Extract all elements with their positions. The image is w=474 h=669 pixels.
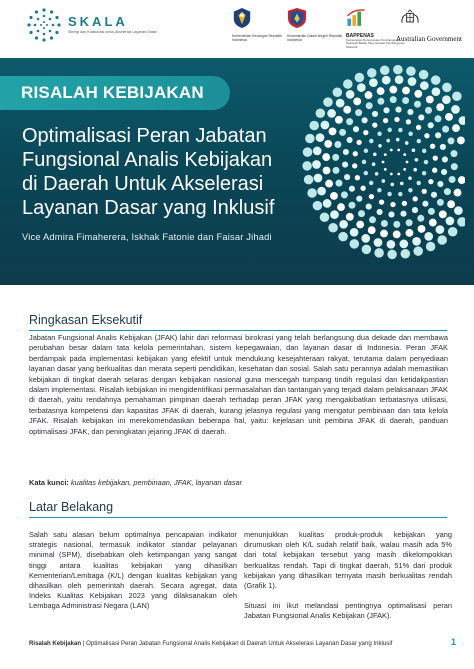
swirl-dot <box>390 149 393 152</box>
swirl-dot <box>317 187 326 196</box>
swirl-dot <box>408 176 412 180</box>
swirl-dot <box>350 239 360 249</box>
swirl-dot <box>369 78 378 87</box>
swirl-dot <box>437 235 447 245</box>
swirl-dot <box>413 246 423 256</box>
swirl-dot <box>451 150 458 157</box>
swirl-dot <box>430 144 435 149</box>
title-line: Fungsional Analis Kebijakan <box>22 149 273 171</box>
swirl-dot <box>344 174 350 180</box>
swirl-dot <box>424 133 429 138</box>
section-divider <box>29 330 447 331</box>
swirl-dot <box>382 161 385 164</box>
swirl-dot <box>405 229 413 237</box>
authors: Vice Admira Fimaherera, Iskhak Fatonie dan Faisar Jihadi <box>22 232 272 242</box>
swirl-dot <box>387 128 391 132</box>
swirl-dot <box>377 209 383 215</box>
swirl-dot <box>381 179 385 183</box>
swirl-dot <box>374 248 384 258</box>
swirl-dot <box>353 151 358 156</box>
keywords-list: kualitas kebijakan, pembinaan, JFAK, layanan dasar <box>70 478 243 487</box>
swirl-dot <box>362 117 368 123</box>
paragraph: menunjukkan kualitas produk-produk kebijakan yang dirumuskan oleh K/L sudah relatif baik, walau masih ada 5% dari total kebijakan tersebut yang masih dikelompokkan berkualitas rendah. Tapi di tingkat daerah, 51% dari produk kebijakan yang dihasilkan ternyata masih berkualitas rendah (Grafik 1). <box>244 530 452 591</box>
swirl-dot <box>383 118 388 123</box>
swirl-dot <box>393 230 401 238</box>
swirl-dot <box>302 161 312 171</box>
swirl-dot <box>400 211 406 217</box>
swirl-dot <box>321 121 330 130</box>
swirl-dot <box>336 99 345 108</box>
swirl-dot <box>380 230 388 238</box>
swirl-dot <box>393 221 400 228</box>
background-heading: Latar Belakang <box>29 500 114 514</box>
swirl-dot <box>390 96 397 103</box>
swirl-dot <box>327 109 336 118</box>
swirl-dot <box>439 210 447 218</box>
swirl-dot <box>397 149 400 152</box>
swirl-dot <box>390 202 395 207</box>
swirl-dot <box>431 192 437 198</box>
swirl-dot <box>449 176 456 183</box>
page-footer <box>29 640 459 647</box>
swirl-dot <box>429 219 437 227</box>
background-right-column <box>244 530 452 622</box>
swirl-dot <box>422 189 427 194</box>
swirl-dot <box>378 144 382 148</box>
swirl-dot <box>408 188 412 192</box>
paragraph: Situasi ini ikut melandasi pentingnya optimalisasi peran Jabatan Fungsional Analis Kebijakan (JFAK). <box>244 601 452 621</box>
swirl-dot <box>343 79 353 89</box>
swirl-dot <box>304 175 314 185</box>
swirl-dot <box>401 249 411 259</box>
swirl-dot <box>454 206 463 215</box>
footer-separator: | <box>81 640 87 647</box>
skala-name: SKALA <box>68 14 128 29</box>
swirl-dot <box>387 250 397 260</box>
swirl-dot <box>349 202 356 209</box>
bappenas-name: BAPPENAS <box>346 33 374 39</box>
swirl-dot <box>352 163 357 168</box>
swirl-dot <box>328 223 338 233</box>
swirl-dot <box>406 66 416 76</box>
swirl-dot <box>353 97 361 105</box>
swirl-dot <box>435 115 442 122</box>
swirl-dot <box>444 188 451 195</box>
swirl-dot <box>437 199 444 206</box>
swirl-dot <box>426 242 436 252</box>
keywords-label: Kata kunci: <box>29 478 69 487</box>
page-number: 1 <box>450 637 456 647</box>
swirl-dot <box>314 174 323 183</box>
kemenkeu-label: Kementerian Keuangan Republik Indonesia <box>232 34 282 42</box>
swirl-dot <box>400 182 404 186</box>
swirl-dot <box>381 220 388 227</box>
swirl-dot <box>459 116 465 125</box>
swirl-dot <box>320 212 330 222</box>
swirl-dot <box>457 136 465 144</box>
swirl-dot <box>324 140 332 148</box>
swirl-dot <box>355 109 362 116</box>
skala-logo <box>26 7 176 47</box>
swirl-dot <box>332 154 339 161</box>
swirl-dot <box>451 163 458 170</box>
swirl-dot <box>436 225 445 234</box>
swirl-dot <box>377 98 384 105</box>
swirl-dot <box>395 107 401 113</box>
swirl-dot <box>358 210 365 217</box>
kemendagri-emblem-icon <box>287 6 307 30</box>
keywords <box>29 478 448 487</box>
swirl-dot <box>323 97 333 107</box>
background-left-column <box>29 530 237 612</box>
swirl-dot <box>402 97 409 104</box>
swirl-dot <box>442 83 452 93</box>
swirl-dot <box>422 171 426 175</box>
swirl-dot <box>413 168 417 172</box>
swirl-dot <box>350 228 359 237</box>
swirl-dot <box>446 217 455 226</box>
swirl-dot <box>361 234 370 243</box>
swirl-dot <box>313 147 322 156</box>
swirl-dot <box>441 169 447 175</box>
swirl-dot <box>431 75 441 85</box>
swirl-dot <box>365 91 373 99</box>
swirl-dot <box>428 208 435 215</box>
swirl-dot <box>322 153 330 161</box>
swirl-dot <box>422 201 428 207</box>
swirl-dot <box>339 220 348 229</box>
swirl-dot <box>398 128 402 132</box>
swirl-dot <box>432 87 441 96</box>
swirl-dot <box>329 127 337 135</box>
swirl-dot <box>341 191 348 198</box>
swirl-dot <box>422 149 426 153</box>
swirl-dot <box>458 176 465 184</box>
swirl-dot <box>363 130 368 135</box>
swirl-dot <box>360 186 365 191</box>
swirl-dot <box>346 90 355 99</box>
swirl-dot <box>369 194 374 199</box>
swirl-dot <box>336 180 343 187</box>
swirl-dot <box>408 132 412 136</box>
swirl-dot <box>406 219 413 226</box>
swirl-dot <box>448 137 455 144</box>
swirl-dot <box>403 153 406 156</box>
swirl-dot <box>369 216 376 223</box>
paragraph: Salah satu alasan belum optimalnya pencapaian indikator strategis nasional, termasuk indikator standar pelayanan minimal (SPM), disebabkan oleh ketimpangan yang sangat tinggi antara kualitas kebijakan yang dihasilkan Kementerian/Lembaga (K/L) dengan kualitas kebijakan yang dihasilkan oleh pemerintah daerah. Secara agregat, data Indeks Kualitas Kebijakan 2023 yang dilaksanakan oleh Lembaga Administrasi Negara (LAN) <box>29 530 237 611</box>
swirl-dot <box>416 181 420 185</box>
swirl-dot <box>428 122 434 128</box>
swirl-dot <box>372 122 377 127</box>
swirl-dot <box>425 107 432 114</box>
australian-government-label: Australian Government <box>396 35 462 43</box>
swirl-dot <box>416 125 421 130</box>
swirl-dot <box>437 181 443 187</box>
australia-crest-icon <box>400 6 420 30</box>
swirl-dot <box>372 111 378 117</box>
swirl-dot <box>349 186 355 192</box>
swirl-dot <box>382 76 391 85</box>
swirl-dot <box>369 139 373 143</box>
title-line: Optimalisasi Peran Jabatan <box>22 125 267 147</box>
swirl-dot <box>303 147 313 157</box>
swirl-dot <box>338 232 348 242</box>
swirl-dot <box>447 200 455 208</box>
swirl-dot <box>440 144 446 150</box>
swirl-dot <box>428 179 433 184</box>
swirl-dot <box>316 108 326 118</box>
swirl-dot <box>305 134 315 144</box>
swirl-dot <box>417 139 421 143</box>
swirl-dot <box>316 133 325 142</box>
bappenas-emblem-icon <box>346 6 366 30</box>
swirl-dot <box>330 210 339 219</box>
swirl-dot <box>442 156 448 162</box>
swirl-dot <box>355 175 360 180</box>
swirl-dot <box>412 237 421 246</box>
swirl-dot <box>333 88 343 98</box>
swirl-dot <box>387 240 396 249</box>
swirl-dot <box>451 105 460 114</box>
swirl-dot <box>368 226 376 234</box>
swirl-dot <box>408 77 417 86</box>
swirl-dot <box>356 221 364 229</box>
swirl-dot <box>406 119 411 124</box>
swirl-dot <box>412 148 416 152</box>
swirl-dot <box>346 213 354 221</box>
swirl-dot <box>343 149 349 155</box>
swirl-dot <box>369 181 373 185</box>
swirl-dot <box>364 171 368 175</box>
swirl-dot <box>312 160 321 169</box>
skala-tagline: Sinergi dan Kolaborasi untuk Akselerasi Layanan Dasar <box>68 30 157 34</box>
dot-swirl-graphic <box>300 64 465 264</box>
swirl-dot <box>379 199 384 204</box>
swirl-dot <box>372 162 376 166</box>
swirl-dot <box>393 65 403 75</box>
swirl-dot <box>353 126 359 132</box>
executive-summary-text: Jabatan Fungsional Analis Kebijakan (JFAK) lahir dari reformasi birokrasi yang telah berlangsung dua dekade dan membawa perubahan besar dalam tata kelola pemerintahan, sistem kepegawaian, dan layanan dasar di Indonesia. Peran JFAK berdampak pada implementasi kebijakan yang efektif untuk mendukung kesejahteraan rakyat, terutama dalam penyediaan layanan dasar yang berkualitas dan merata seperti pendidikan, kesehatan dan sosial. Salah satu perannya adalah memastikan kebijakan di tingkat daerah selaras dengan kebijakan nasional guna mencegah tumpang tindih regulasi dan ketidakpastian dalam implementasi. Risalah kebijakan ini mengidentifikasi permasalahan dan tantangan yang terjadi dalam pelaksanaan JFAK di daerah, yaitu rendahnya pemahaman pimpinan daerah terhadap peran JFAK yang mengakibatkan terbatasnya utilisasi, terbatasnya kompetensi dan kapasitas JFAK di daerah, kurang jelasnya regulasi yang mengatur pembinaan dan tata kelola JFAK. Risalah kebijakan ini merekomendasikan beberapa hal, yaitu: kejelasan unit pembina JFAK di daerah, panduan optimalisasi JFAK, dan peningkatan jejaring JFAK di daerah. <box>29 333 448 436</box>
swirl-dot <box>384 168 387 171</box>
swirl-dot <box>454 189 462 197</box>
swirl-dot <box>442 126 449 133</box>
swirl-dot <box>343 106 351 114</box>
swirl-dot <box>347 137 353 143</box>
swirl-dot <box>387 192 391 196</box>
swirl-dot <box>313 201 323 211</box>
swirl-dot <box>420 81 429 90</box>
swirl-dot <box>390 173 393 176</box>
swirl-dot <box>323 167 331 175</box>
swirl-dot <box>357 83 366 92</box>
swirl-dot <box>366 204 372 210</box>
swirl-dot <box>435 132 441 138</box>
title-line: di Daerah Untuk Akselerasi <box>22 173 264 195</box>
swirl-dot <box>366 102 373 109</box>
swirl-dot <box>452 124 460 132</box>
swirl-dot <box>339 129 346 136</box>
swirl-dot <box>407 109 413 115</box>
swirl-dot <box>418 225 426 233</box>
swirl-dot <box>417 215 424 222</box>
document-title <box>22 124 322 220</box>
swirl-dot <box>406 161 409 164</box>
swirl-dot <box>405 141 409 145</box>
swirl-dot <box>356 196 362 202</box>
swirl-dot <box>333 167 340 174</box>
swirl-dot <box>457 217 465 227</box>
swirl-dot <box>419 70 429 80</box>
swirl-dot <box>386 139 390 143</box>
swirl-dot <box>362 160 366 164</box>
swirl-dot <box>337 203 345 211</box>
swirl-dot <box>346 118 353 125</box>
title-line: Layanan Dasar yang Inklusif <box>22 197 275 219</box>
swirl-dot <box>355 73 365 83</box>
hero-banner <box>0 58 474 285</box>
skala-dots-icon <box>26 7 62 43</box>
swirl-dot <box>375 172 379 176</box>
swirl-dot <box>380 65 390 75</box>
swirl-dot <box>395 75 404 84</box>
swirl-dot <box>383 107 389 113</box>
swirl-dot <box>323 199 332 208</box>
swirl-dot <box>445 113 453 121</box>
swirl-dot <box>448 227 458 237</box>
swirl-dot <box>398 192 402 196</box>
swirl-dot <box>374 238 383 247</box>
swirl-dot <box>364 149 368 153</box>
swirl-dot <box>413 196 418 201</box>
swirl-dot <box>388 211 394 217</box>
swirl-dot <box>424 232 433 241</box>
swirl-dot <box>394 117 399 122</box>
swirl-dot <box>335 116 343 124</box>
series-ribbon <box>0 76 230 110</box>
swirl-dot <box>307 188 317 198</box>
swirl-dot <box>442 95 451 104</box>
kemenkeu-emblem-icon <box>232 6 252 30</box>
executive-summary-heading: Ringkasan Eksekutif <box>29 313 143 327</box>
swirl-dot <box>412 207 418 213</box>
swirl-dot <box>373 152 377 156</box>
swirl-dot <box>330 192 338 200</box>
swirl-dot <box>402 87 410 95</box>
footer-series: Risalah Kebijakan <box>29 640 82 647</box>
swirl-dot <box>436 103 444 111</box>
swirl-dot <box>356 140 361 145</box>
swirl-dot <box>334 141 341 148</box>
swirl-dot <box>389 86 397 94</box>
swirl-dot <box>377 87 385 95</box>
section-divider <box>29 517 447 518</box>
swirl-dot <box>309 121 319 131</box>
swirl-dot <box>414 101 421 108</box>
swirl-dot <box>397 173 400 176</box>
swirl-dot <box>452 92 462 102</box>
swirl-dot <box>414 90 422 98</box>
swirl-dot <box>377 132 381 136</box>
swirl-dot <box>424 160 428 164</box>
swirl-dot <box>390 183 394 187</box>
swirl-dot <box>362 245 372 255</box>
swirl-dot <box>432 168 437 173</box>
swirl-dot <box>418 114 424 120</box>
series-label: RISALAH KEBIJAKAN <box>21 83 204 102</box>
swirl-dot <box>415 158 419 162</box>
swirl-dot <box>384 153 387 156</box>
swirl-dot <box>325 180 333 188</box>
swirl-dot <box>396 138 400 142</box>
swirl-dot <box>403 168 406 171</box>
bappenas-subtitle: Kementerian Perencanaan Pembangunan Nasional/ Badan Perencanaan Pembangunan Nasional <box>346 38 405 49</box>
swirl-dot <box>399 240 408 249</box>
swirl-dot <box>342 162 348 168</box>
footer-title: Optimalisasi Peran Jabatan Fungsional Analis Kebijakan di Daerah Untuk Akselerasi Layanan Dasar yang Inklusif <box>86 640 393 647</box>
logo-bar <box>0 0 474 58</box>
swirl-dot <box>377 188 381 192</box>
kemendagri-label: Kementerian Dalam Negeri Republik Indonesia <box>287 34 343 42</box>
swirl-dot <box>367 68 377 78</box>
swirl-dot <box>426 96 434 104</box>
swirl-dot <box>402 201 407 206</box>
swirl-dot <box>433 155 438 160</box>
